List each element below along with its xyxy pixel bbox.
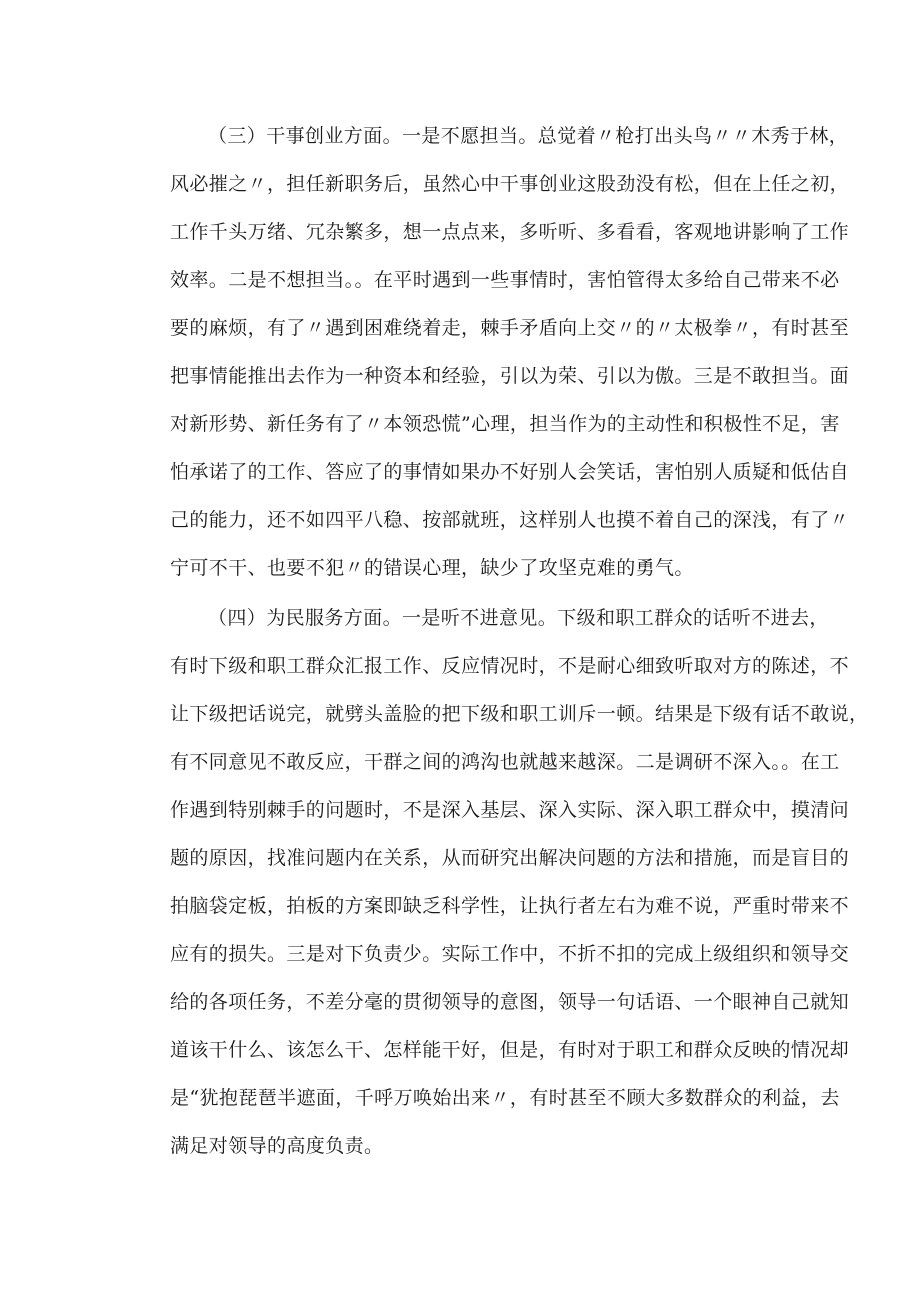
- paragraph-2-line-10: 道该干什么、该怎么干、怎样能干好，但是，有时对于职工和群众反映的情况却: [170, 1039, 850, 1061]
- paragraph-1-line-8: 怕承诺了的工作、答应了的事情如果办不好别人会笑话，害怕别人质疑和低估自: [170, 461, 850, 483]
- paragraph-2-line-9: 给的各项任务，不差分毫的贯彻领导的意图，领导一句话语、一个眼神自己就知: [170, 991, 850, 1013]
- paragraph-1-line-2: 风必摧之〃，担任新职务后，虽然心中干事创业这股劲没有松，但在上任之初，: [170, 173, 850, 195]
- paragraph-1-line-3: 工作千头万绪、冗杂繁多，想一点点来，多听听、多看看，客观地讲影响了工作: [170, 221, 850, 243]
- paragraph-2-line-12: 满足对领导的高度负责。: [170, 1135, 384, 1157]
- paragraph-2-line-2: 有时下级和职工群众汇报工作、反应情况时，不是耐心细致听取对方的陈述，不: [170, 655, 850, 677]
- paragraph-2-line-1: （四）为民服务方面。一是听不进意见。下级和职工群众的话听不进去，: [208, 607, 829, 629]
- paragraph-1-line-1: （三）干事创业方面。一是不愿担当。总觉着〃枪打出头鸟〃〃木秀于林，: [208, 125, 849, 147]
- paragraph-1-line-4: 效率。二是不想担当。。在平时遇到一些事情时，害怕管得太多给自己带来不必: [170, 269, 840, 291]
- paragraph-1-line-5: 要的麻烦，有了〃遇到困难绕着走，棘手矛盾向上交〃的〃太极拳〃，有时甚至: [170, 317, 850, 339]
- paragraph-2-line-5: 作遇到特别棘手的问题时，不是深入基层、深入实际、深入职工群众中，摸清问: [170, 799, 850, 821]
- paragraph-2-line-8: 应有的损失。三是对下负责少。实际工作中，不折不扣的完成上级组织和领导交: [170, 943, 850, 965]
- paragraph-1-line-7: 对新形势、新任务有了〃本领恐慌”心理，担当作为的主动性和积极性不足，害: [170, 413, 840, 435]
- paragraph-2-line-7: 拍脑袋定板，拍板的方案即缺乏科学性，让执行者左右为难不说，严重时带来不: [170, 895, 850, 917]
- paragraph-2-line-11: 是“犹抱琵琶半遮面，千呼万唤始出来〃，有时甚至不顾大多数群众的利益，去: [170, 1087, 840, 1109]
- paragraph-2-line-6: 题的原因，找准问题内在关系，从而研究出解决问题的方法和措施，而是盲目的: [170, 847, 850, 869]
- paragraph-2-line-3: 让下级把话说完，就劈头盖脸的把下级和职工训斥一顿。结果是下级有话不敢说，: [170, 703, 869, 725]
- paragraph-1-line-9: 己的能力，还不如四平八稳、按部就班，这样别人也摸不着自己的深浅，有了〃: [170, 509, 850, 531]
- paragraph-1-line-6: 把事情能推出去作为一种资本和经验，引以为荣、引以为傲。三是不敢担当。面: [170, 365, 850, 387]
- paragraph-1-line-10: 宁可不干、也要不犯〃的错误心理，缺少了攻坚克难的勇气。: [170, 557, 694, 579]
- paragraph-2-line-4: 有不同意见不敢反应，干群之间的鸿沟也就越来越深。二是调研不深入。。在工: [170, 751, 840, 773]
